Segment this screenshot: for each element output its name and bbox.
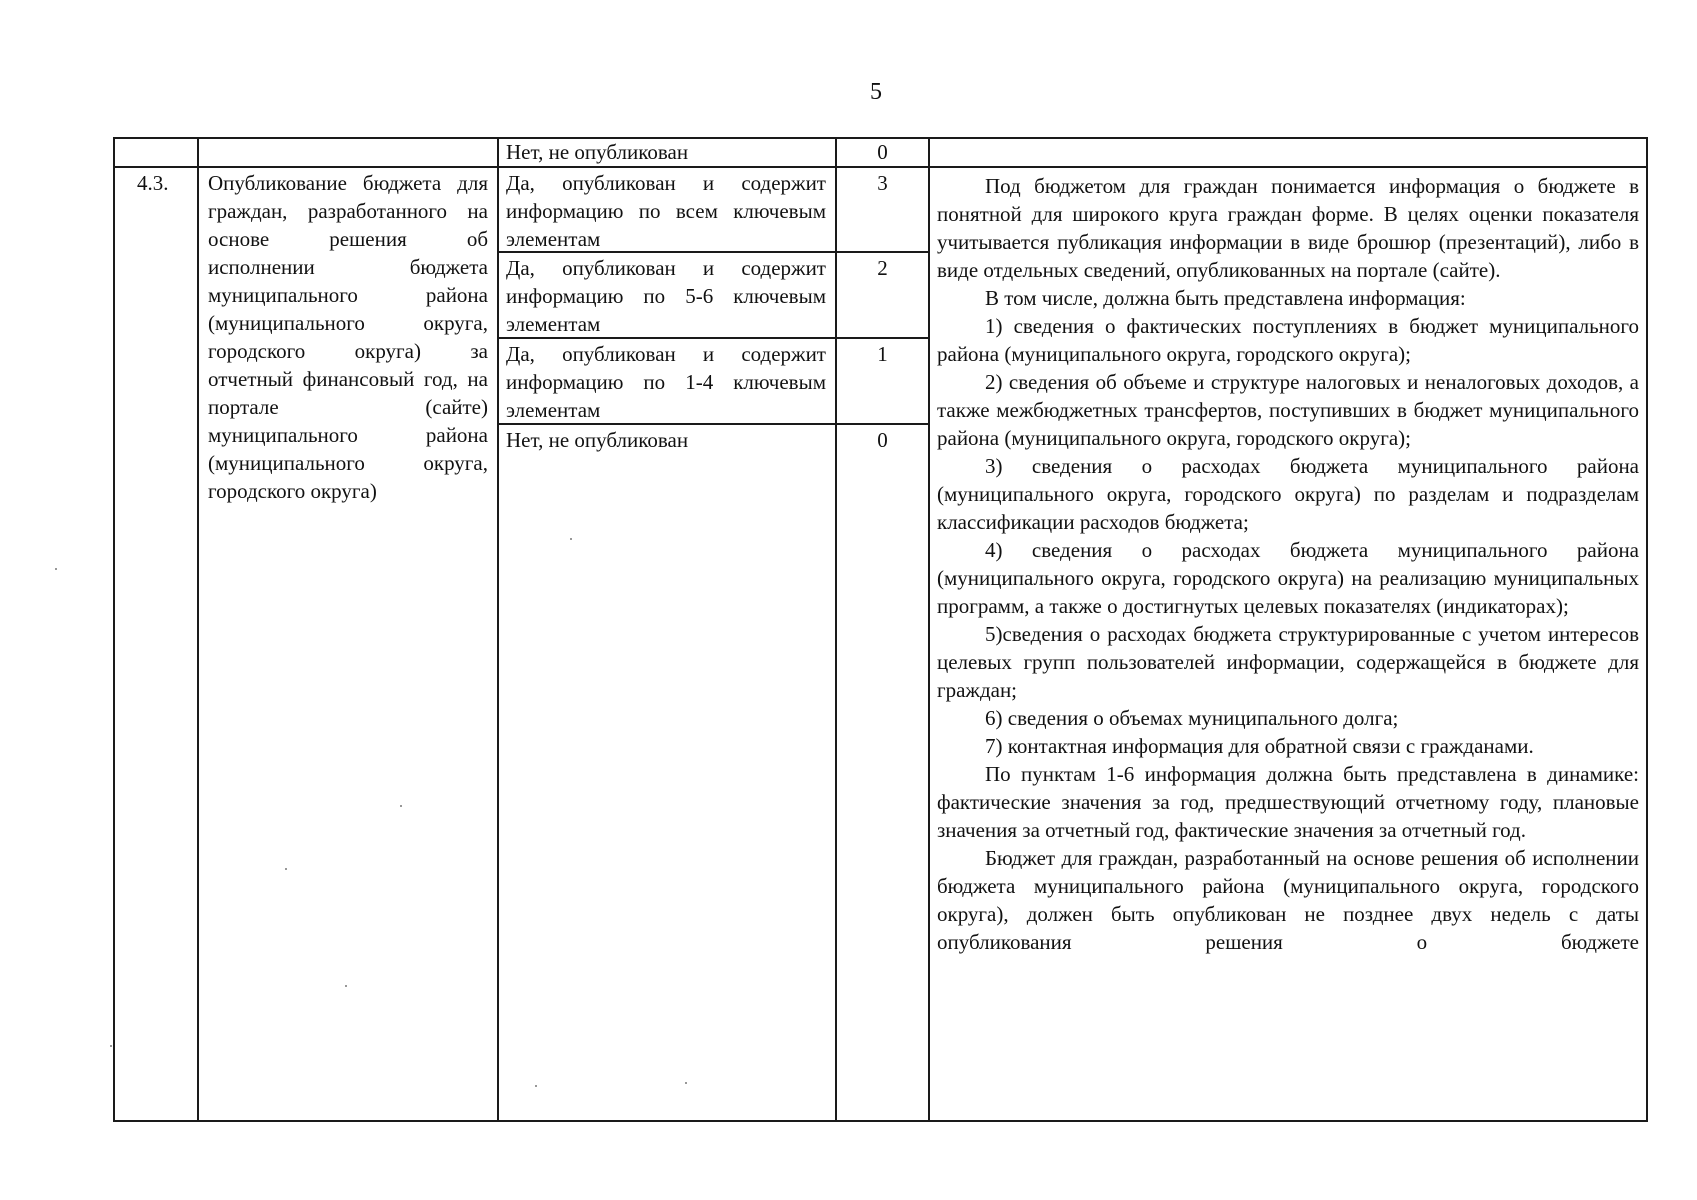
scan-speck <box>400 805 402 807</box>
scan-speck <box>110 1045 112 1047</box>
col-border-2 <box>497 137 499 1122</box>
description-paragraph: 3) сведения о расходах бюджета муниципального района (муниципального округа, городского округа) по разделам и подразделам классификации расходов бюджета; <box>937 454 1639 534</box>
scan-speck <box>685 1082 687 1084</box>
col-border-4 <box>928 137 930 1122</box>
criterion-score: 0 <box>877 428 888 452</box>
description-paragraph: Под бюджетом для граждан понимается информация о бюджете в понятной для широкого круга граждан форме. В целях оценки показателя учитывается публикация информации в виде брошюр (презентаций), либо в виде отдельных сведений, опубликованных на портале (сайте). <box>937 174 1639 282</box>
scan-speck <box>55 568 57 570</box>
description-paragraph: 4) сведения о расходах бюджета муниципального района (муниципального округа, городского округа) на реализацию муниципальных программ, а также о достигнутых целевых показателях (индикаторах); <box>937 538 1639 618</box>
criterion-score: 3 <box>877 171 888 195</box>
col-border-3 <box>835 137 837 1122</box>
prev-score: 0 <box>877 140 888 164</box>
description-paragraph: Бюджет для граждан, разработанный на основе решения об исполнении бюджета муниципального района (муниципального округа, городского округа), должен быть опубликован не позднее двух недель с даты опубликования решения о бюджете <box>937 846 1639 954</box>
description-paragraph: В том числе, должна быть представлена информация: <box>985 286 1466 310</box>
description-paragraph: 1) сведения о фактических поступлениях в бюджет муниципального района (муниципального округа, городского округа); <box>937 314 1639 366</box>
criterion-score: 2 <box>877 256 888 280</box>
prev-criterion: Нет, не опубликован <box>506 140 689 164</box>
col-border-left <box>113 137 115 1122</box>
description-paragraph: 6) сведения о объемах муниципального долга; <box>985 706 1399 730</box>
col-border-right <box>1646 137 1648 1122</box>
scan-speck <box>535 1085 537 1087</box>
criterion-score: 1 <box>877 342 888 366</box>
indicator-text: Опубликование бюджета для граждан, разработанного на основе решения об исполнении бюджета муниципального района (муниципального округа, городского округа) за отчетный финансовый год, на портале (сайте) муниципального района (муниципального округа, городского округа) <box>208 171 488 503</box>
description-text <box>937 172 1639 956</box>
criterion-text: Да, опубликован и содержит информацию по всем ключевым элементам <box>506 171 826 251</box>
criterion-text: Нет, не опубликован <box>506 428 689 452</box>
description-paragraph: По пунктам 1-6 информация должна быть представлена в динамике: фактические значения за год, предшествующий отчетному году, плановые значения за отчетный год, фактические значения за отчетный год. <box>937 762 1639 842</box>
page-number: 5 <box>870 79 882 105</box>
criterion-text: Да, опубликован и содержит информацию по 1-4 ключевым элементам <box>506 342 826 422</box>
col-border-1 <box>197 137 199 1122</box>
criterion-text: Да, опубликован и содержит информацию по 5-6 ключевым элементам <box>506 256 826 336</box>
description-paragraph: 5)сведения о расходах бюджета структурированные с учетом интересов целевых групп пользователей информации, содержащейся в бюджете для граждан; <box>937 622 1639 702</box>
row-number: 4.3. <box>137 171 169 195</box>
criteria-table <box>113 137 1648 1122</box>
row-divider <box>113 166 1648 168</box>
scan-speck <box>285 868 287 870</box>
description-paragraph: 7) контактная информация для обратной связи с гражданами. <box>985 734 1534 758</box>
description-paragraph: 2) сведения об объеме и структуре налоговых и неналоговых доходов, а также межбюджетных трансфертов, поступивших в бюджет муниципального района (муниципального округа, городского округа); <box>937 370 1639 450</box>
scan-speck <box>345 985 347 987</box>
table-bottom-border <box>113 1120 1648 1122</box>
scan-speck <box>570 538 572 540</box>
